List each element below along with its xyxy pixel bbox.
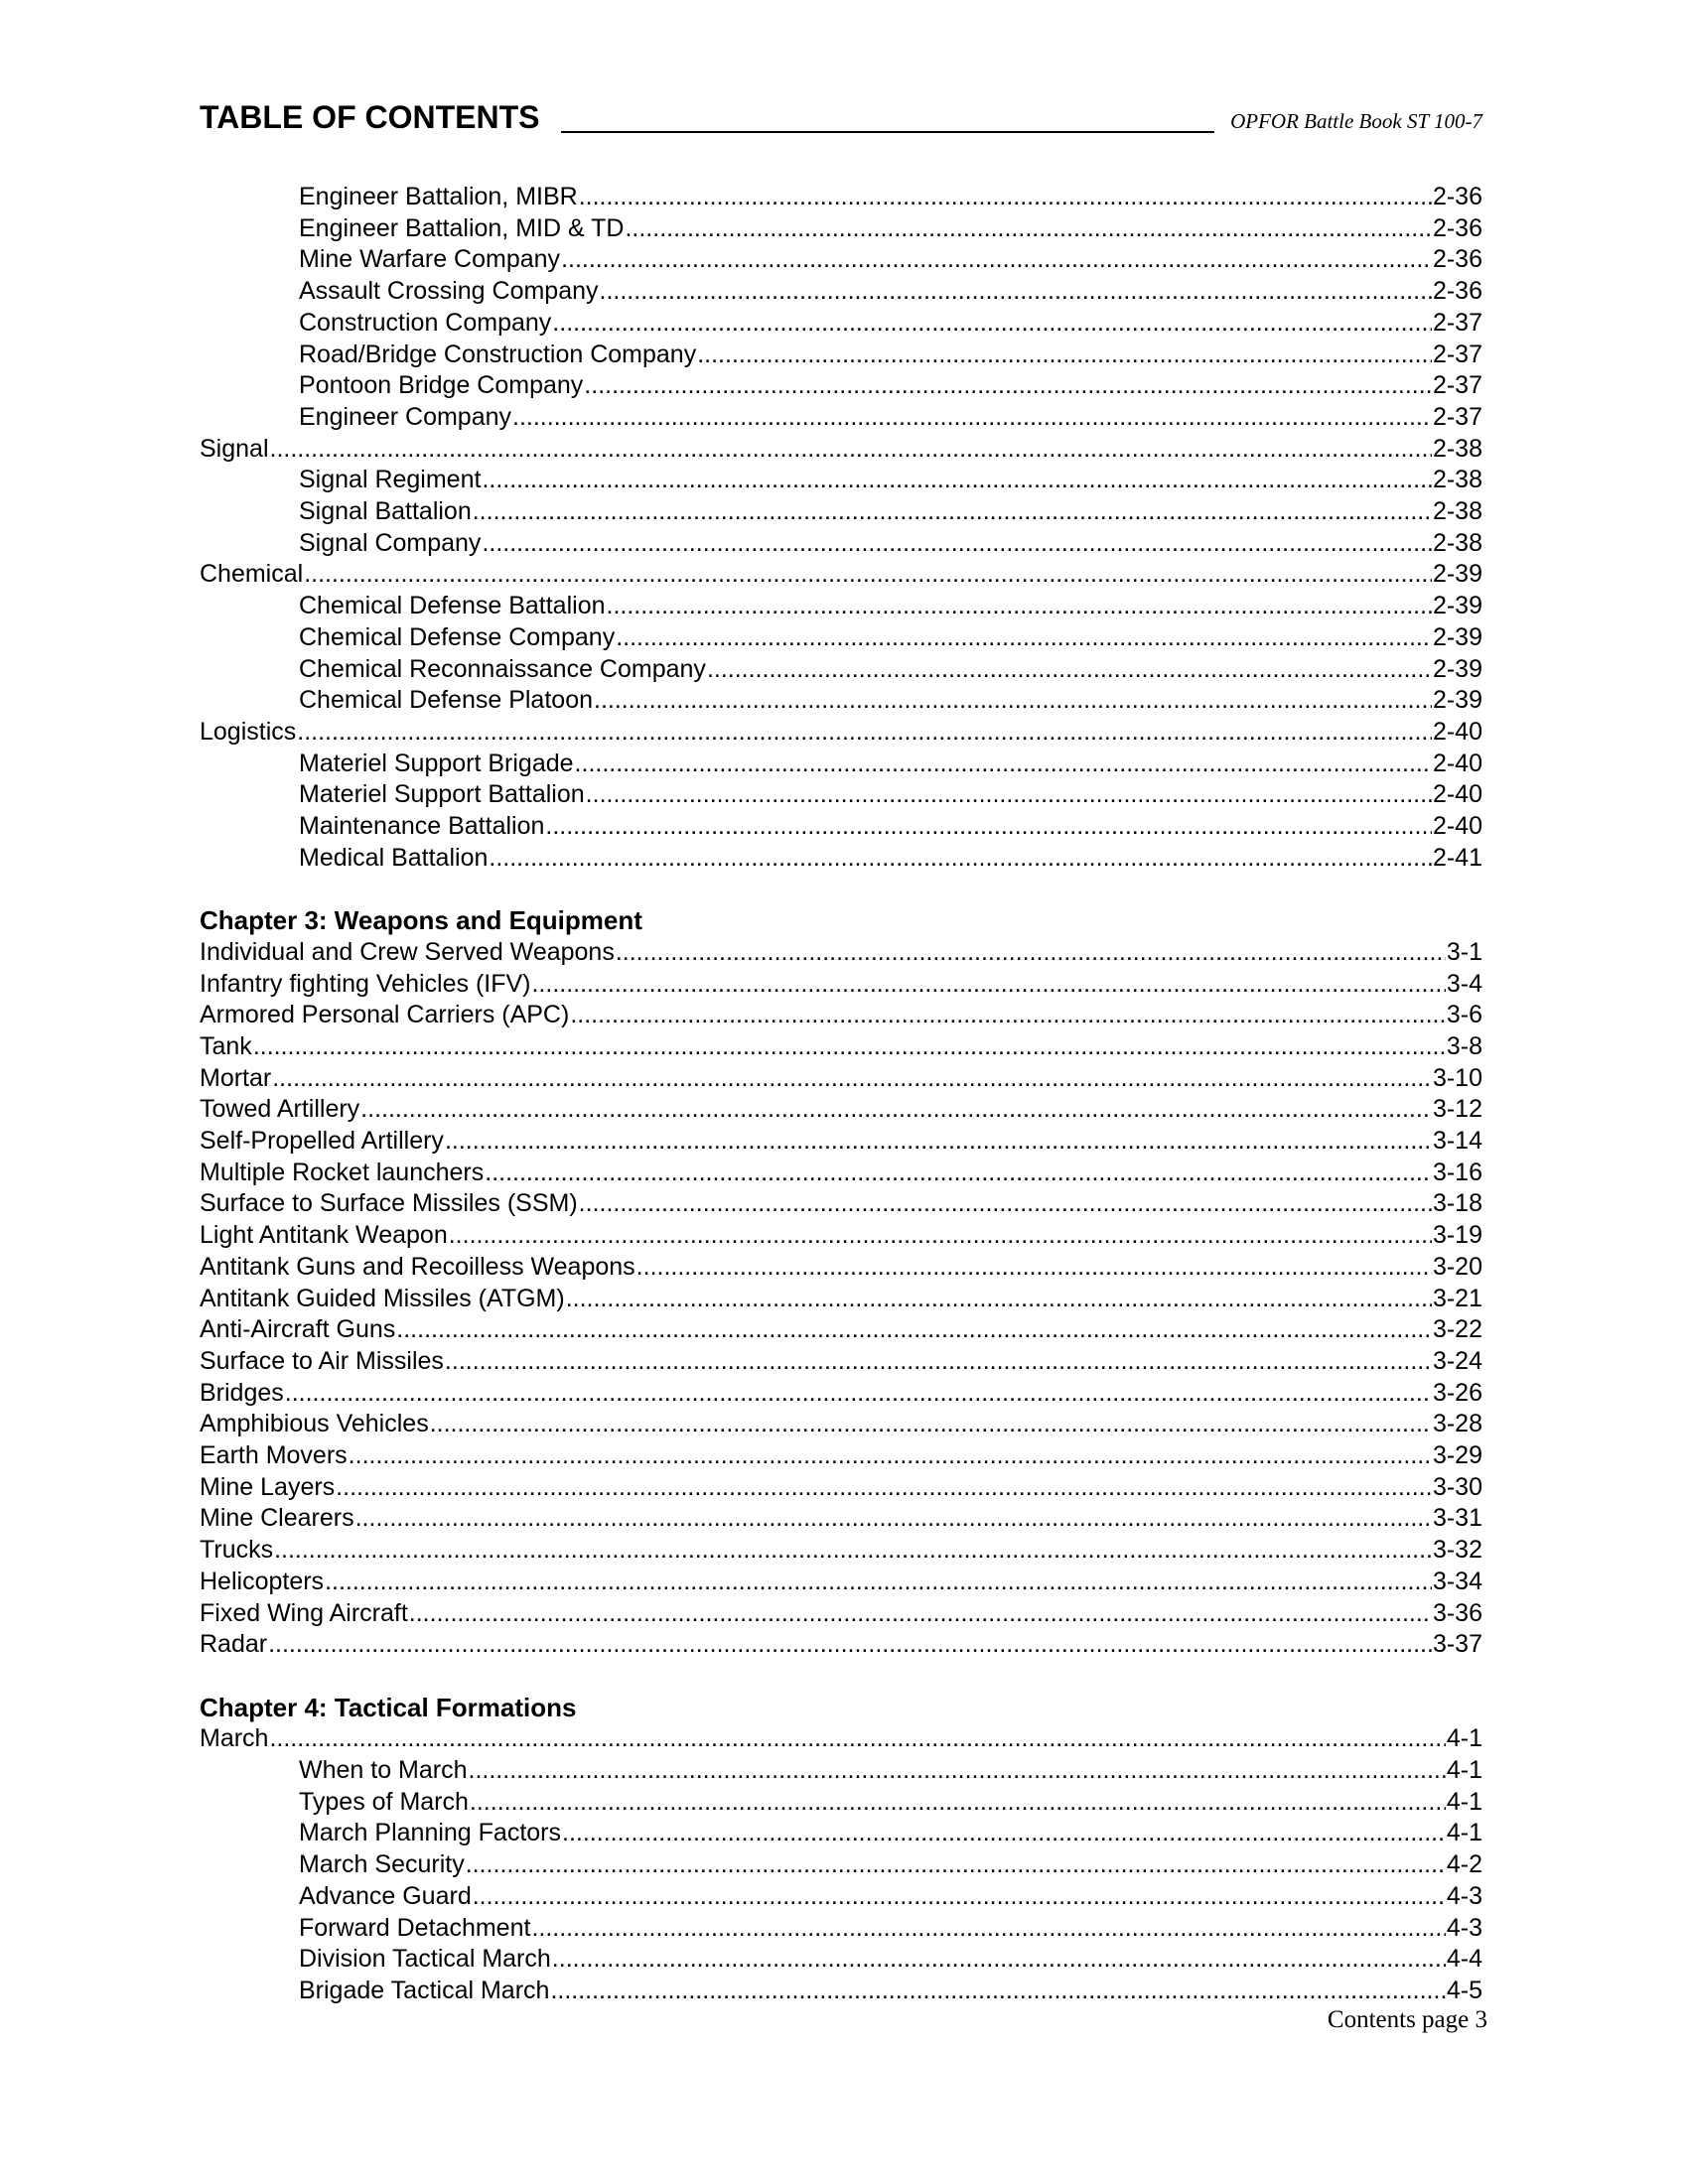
- dot-leader: [561, 244, 1432, 276]
- toc-entry-page: 2-39: [1432, 560, 1482, 589]
- toc-entry[interactable]: [200, 1503, 1482, 1535]
- toc-entry-label: Brigade Tactical March: [299, 1976, 550, 2004]
- toc-entry-page: 4-3: [1446, 1913, 1482, 1942]
- toc-entry-label: Multiple Rocket launchers: [200, 1158, 485, 1186]
- toc-entry-page: 2-40: [1432, 780, 1482, 809]
- toc-entry-page: 3-36: [1432, 1598, 1482, 1627]
- toc-entry-label: Mine Layers: [200, 1472, 336, 1501]
- dot-leader: [600, 276, 1432, 308]
- dot-leader: [485, 1158, 1432, 1189]
- toc-entry[interactable]: [299, 622, 1482, 654]
- toc-entry[interactable]: [200, 1535, 1482, 1567]
- toc-entry[interactable]: [299, 340, 1482, 371]
- chapter-heading: Chapter 4: Tactical Formations: [200, 1692, 577, 1722]
- toc-entry-label: Amphibious Vehicles: [200, 1410, 429, 1438]
- toc-entry-page: 3-21: [1432, 1284, 1482, 1312]
- toc-entry[interactable]: [299, 182, 1482, 213]
- toc-entry-page: 3-26: [1432, 1378, 1482, 1407]
- toc-entry[interactable]: [200, 1284, 1482, 1315]
- toc-entry-label: Earth Movers: [200, 1441, 348, 1469]
- dot-leader: [304, 559, 1432, 591]
- toc-entry[interactable]: [299, 685, 1482, 717]
- toc-entry-page: 2-39: [1432, 654, 1482, 683]
- toc-entry-page: 2-36: [1432, 277, 1482, 306]
- toc-entry[interactable]: [200, 969, 1482, 1001]
- toc-entry-label: Light Antitank Weapon: [200, 1221, 448, 1250]
- toc-entry-label: Construction Company: [299, 308, 552, 337]
- toc-entry[interactable]: [299, 1849, 1482, 1881]
- toc-entry[interactable]: [200, 1252, 1482, 1284]
- toc-entry[interactable]: [200, 1031, 1482, 1063]
- dot-leader: [269, 1723, 1445, 1755]
- toc-entry-page: 3-30: [1432, 1472, 1482, 1501]
- dot-leader: [552, 1944, 1446, 1976]
- toc-entry[interactable]: [200, 1220, 1482, 1252]
- dot-leader: [607, 591, 1432, 622]
- dot-leader: [531, 969, 1445, 1001]
- toc-entry[interactable]: [200, 1472, 1482, 1504]
- dot-leader: [285, 1378, 1432, 1410]
- toc-entry[interactable]: [200, 937, 1482, 969]
- toc-entry-label: Antitank Guns and Recoilless Weapons: [200, 1252, 635, 1281]
- toc-entry[interactable]: [200, 1409, 1482, 1440]
- dot-leader: [445, 1346, 1432, 1378]
- toc-entry-page: 3-4: [1446, 969, 1482, 998]
- toc-entry-label: Medical Battalion: [299, 843, 489, 872]
- dot-leader: [482, 528, 1432, 560]
- toc-entry-page: 2-38: [1432, 497, 1482, 525]
- toc-entry-label: Chemical Defense Company: [299, 622, 616, 651]
- toc-entry-page: 2-37: [1432, 340, 1482, 368]
- dot-leader: [470, 1787, 1446, 1819]
- toc-entry[interactable]: [299, 402, 1482, 434]
- toc-entry[interactable]: [200, 1158, 1482, 1189]
- toc-entry-page: 3-20: [1432, 1252, 1482, 1281]
- dot-leader: [430, 1409, 1432, 1440]
- toc-entry-page: 2-39: [1432, 592, 1482, 620]
- toc-entry[interactable]: [200, 434, 1482, 466]
- toc-entry-page: 3-29: [1432, 1441, 1482, 1469]
- dot-leader: [268, 1629, 1432, 1661]
- toc-entry-page: 4-1: [1446, 1819, 1482, 1847]
- dot-leader: [570, 1000, 1446, 1031]
- dot-leader: [616, 937, 1446, 969]
- toc-entry-page: 2-40: [1432, 717, 1482, 746]
- document-title: OPFOR Battle Book ST 100-7: [1230, 109, 1482, 133]
- toc-entry-label: Radar: [200, 1630, 268, 1659]
- toc-entry-label: Individual and Crew Served Weapons: [200, 937, 615, 966]
- dot-leader: [531, 1913, 1445, 1945]
- toc-entry[interactable]: [299, 749, 1482, 780]
- dot-leader: [697, 340, 1432, 371]
- toc-entry-label: Engineer Battalion, MIBR: [299, 183, 578, 210]
- toc-entry[interactable]: [299, 654, 1482, 686]
- toc-entry-page: 3-8: [1446, 1031, 1482, 1060]
- toc-entry[interactable]: [299, 1818, 1482, 1849]
- toc-entry-page: 3-31: [1432, 1504, 1482, 1533]
- toc-entry-page: 2-36: [1432, 213, 1482, 242]
- toc-entry-label: Mortar: [200, 1063, 272, 1092]
- toc-entry[interactable]: [299, 465, 1482, 496]
- toc-entry-label: Signal Company: [299, 528, 482, 557]
- toc-entry-label: Assault Crossing Company: [299, 277, 599, 306]
- toc-entry-page: 4-1: [1446, 1787, 1482, 1816]
- toc-entry[interactable]: [200, 1346, 1482, 1378]
- toc-entry[interactable]: [299, 811, 1482, 843]
- toc-entry-label: Chemical Defense Platoon: [299, 686, 593, 715]
- toc-entry-label: Types of March: [299, 1787, 469, 1816]
- header-rule: [561, 131, 1214, 133]
- toc-entry-page: 3-14: [1432, 1127, 1482, 1155]
- toc-entry-label: Road/Bridge Construction Company: [299, 340, 697, 368]
- dot-leader: [550, 1976, 1445, 2007]
- dot-leader: [473, 496, 1432, 528]
- toc-entry[interactable]: [299, 1976, 1482, 2007]
- toc-entry-label: Pontoon Bridge Company: [299, 371, 584, 400]
- toc-entry-label: Antitank Guided Missiles (ATGM): [200, 1284, 565, 1312]
- toc-entry-page: 3-22: [1432, 1315, 1482, 1344]
- dot-leader: [579, 182, 1432, 213]
- toc-entry[interactable]: [299, 308, 1482, 340]
- toc-entry-label: Towed Artillery: [200, 1095, 360, 1124]
- toc-entry-page: 3-6: [1446, 1001, 1482, 1029]
- dot-leader: [566, 1284, 1432, 1315]
- chapter-heading: Chapter 3: Weapons and Equipment: [200, 905, 642, 936]
- toc-entry[interactable]: [200, 1000, 1482, 1031]
- toc-entry-page: 2-40: [1432, 812, 1482, 840]
- toc-entry-page: 4-4: [1446, 1945, 1482, 1974]
- toc-entry-label: March Security: [299, 1850, 465, 1879]
- dot-leader: [360, 1094, 1432, 1126]
- toc-entry[interactable]: [299, 779, 1482, 811]
- toc-entry-page: 3-32: [1432, 1536, 1482, 1565]
- toc-entry-label: Chemical: [200, 560, 304, 589]
- toc-entry-label: Engineer Battalion, MID & TD: [299, 213, 625, 242]
- toc-entry-page: 2-38: [1432, 528, 1482, 557]
- toc-entry-label: Chemical Reconnaissance Company: [299, 654, 706, 683]
- toc-entry-page: 2-37: [1432, 402, 1482, 431]
- toc-entry[interactable]: [299, 591, 1482, 622]
- toc-entry[interactable]: [200, 1378, 1482, 1410]
- toc-entry[interactable]: [299, 496, 1482, 528]
- toc-entry[interactable]: [200, 1598, 1482, 1630]
- toc-entry-label: Surface to Air Missiles: [200, 1346, 444, 1375]
- toc-entry-label: Signal Regiment: [299, 466, 482, 494]
- toc-entry-label: Forward Detachment: [299, 1913, 531, 1942]
- dot-leader: [297, 717, 1432, 749]
- toc-entry-label: Self-Propelled Artillery: [200, 1127, 444, 1155]
- toc-entry[interactable]: [299, 843, 1482, 875]
- toc-entry[interactable]: [200, 1314, 1482, 1346]
- dot-leader: [396, 1314, 1432, 1346]
- toc-entry-label: Advance Guard: [299, 1881, 472, 1910]
- toc-entry-page: 3-34: [1432, 1567, 1482, 1595]
- toc-entry[interactable]: [299, 244, 1482, 276]
- dot-leader: [473, 1881, 1446, 1913]
- toc-entry-label: Chemical Defense Battalion: [299, 592, 606, 620]
- toc-entry-label: March Planning Factors: [299, 1819, 562, 1847]
- toc-entry-label: Trucks: [200, 1536, 274, 1565]
- toc-entry-page: 4-1: [1446, 1724, 1482, 1753]
- dot-leader: [586, 779, 1432, 811]
- toc-entry[interactable]: [299, 276, 1482, 308]
- toc-entry-page: 2-37: [1432, 308, 1482, 337]
- dot-leader: [449, 1220, 1432, 1252]
- toc-entry-page: 2-39: [1432, 686, 1482, 715]
- toc-entry-page: 2-41: [1432, 843, 1482, 872]
- toc-entry-page: 3-19: [1432, 1221, 1482, 1250]
- dot-leader: [272, 1063, 1432, 1095]
- toc-entry-page: 3-24: [1432, 1346, 1482, 1375]
- toc-entry[interactable]: [200, 559, 1482, 591]
- dot-leader: [409, 1598, 1432, 1630]
- dot-leader: [270, 434, 1432, 466]
- dot-leader: [469, 1755, 1446, 1787]
- toc-entry[interactable]: [299, 1881, 1482, 1913]
- toc-entry[interactable]: [299, 1913, 1482, 1945]
- toc-entry[interactable]: [200, 1063, 1482, 1095]
- dot-leader: [445, 1126, 1432, 1158]
- toc-entry[interactable]: [299, 528, 1482, 560]
- toc-entry-page: 2-36: [1432, 183, 1482, 210]
- toc-entry-page: 2-40: [1432, 749, 1482, 777]
- toc-entry-label: Surface to Surface Missiles (SSM): [200, 1189, 578, 1218]
- dot-leader: [579, 1188, 1432, 1220]
- toc-entry-label: Mine Clearers: [200, 1504, 354, 1533]
- dot-leader: [594, 685, 1432, 717]
- toc-entry-label: Engineer Company: [299, 402, 512, 431]
- toc-entry-page: 3-1: [1446, 937, 1482, 966]
- toc-entry-label: Maintenance Battalion: [299, 812, 545, 840]
- toc-entry-page: 4-5: [1446, 1976, 1482, 2004]
- toc-entry-page: 3-10: [1432, 1063, 1482, 1092]
- toc-entry-label: Bridges: [200, 1378, 284, 1407]
- toc-entry[interactable]: [200, 1440, 1482, 1472]
- toc-entry-page: 2-37: [1432, 371, 1482, 400]
- toc-entry-label: Mine Warfare Company: [299, 245, 561, 274]
- toc-entry-page: 2-38: [1432, 434, 1482, 463]
- toc-entry-label: Infantry fighting Vehicles (IFV): [200, 969, 531, 998]
- toc-entry-page: 3-37: [1432, 1630, 1482, 1659]
- toc-entry-page: 3-16: [1432, 1158, 1482, 1186]
- toc-entry[interactable]: [299, 213, 1482, 245]
- toc-entry-label: When to March: [299, 1756, 468, 1784]
- toc-entry-label: Anti-Aircraft Guns: [200, 1315, 396, 1344]
- toc-entry[interactable]: [200, 717, 1482, 749]
- toc-entry-label: Division Tactical March: [299, 1945, 551, 1974]
- dot-leader: [545, 811, 1432, 843]
- toc-entry-page: 3-18: [1432, 1189, 1482, 1218]
- dot-leader: [325, 1567, 1432, 1598]
- toc-entry-page: 3-12: [1432, 1095, 1482, 1124]
- dot-leader: [552, 308, 1432, 340]
- toc-entry[interactable]: [200, 1629, 1482, 1661]
- toc-entry-label: Materiel Support Battalion: [299, 780, 585, 809]
- dot-leader: [584, 370, 1432, 402]
- dot-leader: [274, 1535, 1432, 1567]
- toc-entry[interactable]: [299, 1755, 1482, 1787]
- dot-leader: [636, 1252, 1432, 1284]
- dot-leader: [562, 1818, 1446, 1849]
- dot-leader: [482, 465, 1432, 496]
- toc-entry[interactable]: [200, 1126, 1482, 1158]
- dot-leader: [625, 213, 1431, 245]
- toc-entry-page: 4-1: [1446, 1756, 1482, 1784]
- toc-entry-page: 4-2: [1446, 1850, 1482, 1879]
- toc-entry-label: Armored Personal Carriers (APC): [200, 1001, 570, 1029]
- toc-entry-label: Fixed Wing Aircraft: [200, 1598, 408, 1627]
- dot-leader: [707, 654, 1432, 686]
- dot-leader: [349, 1440, 1432, 1472]
- toc-entry-label: Signal Battalion: [299, 497, 472, 525]
- toc-entry-label: Logistics: [200, 717, 297, 746]
- toc-entry[interactable]: [200, 1567, 1482, 1598]
- toc-entry[interactable]: [200, 1094, 1482, 1126]
- dot-leader: [336, 1472, 1432, 1504]
- toc-entry-page: 2-39: [1432, 622, 1482, 651]
- dot-leader: [253, 1031, 1446, 1063]
- toc-entry[interactable]: [299, 370, 1482, 402]
- dot-leader: [489, 843, 1432, 875]
- toc-entry-label: Materiel Support Brigade: [299, 749, 574, 777]
- toc-entry[interactable]: [200, 1723, 1482, 1755]
- toc-entry-label: Tank: [200, 1031, 252, 1060]
- dot-leader: [512, 402, 1432, 434]
- toc-entry[interactable]: [299, 1787, 1482, 1819]
- dot-leader: [616, 622, 1432, 654]
- dot-leader: [355, 1503, 1432, 1535]
- dot-leader: [575, 749, 1432, 780]
- page-title: TABLE OF CONTENTS: [200, 99, 540, 135]
- toc-entry-page: 3-28: [1432, 1410, 1482, 1438]
- toc-entry-label: March: [200, 1724, 269, 1753]
- toc-entry-page: 4-3: [1446, 1881, 1482, 1910]
- toc-entry[interactable]: [200, 1188, 1482, 1220]
- toc-entry[interactable]: [299, 1944, 1482, 1976]
- toc-entry-page: 2-38: [1432, 466, 1482, 494]
- dot-leader: [466, 1849, 1446, 1881]
- toc-entry-label: Helicopters: [200, 1567, 325, 1595]
- toc-entry-page: 2-36: [1432, 245, 1482, 274]
- page-footer: Contents page 3: [1327, 2006, 1487, 2033]
- toc-entry-label: Signal: [200, 434, 269, 463]
